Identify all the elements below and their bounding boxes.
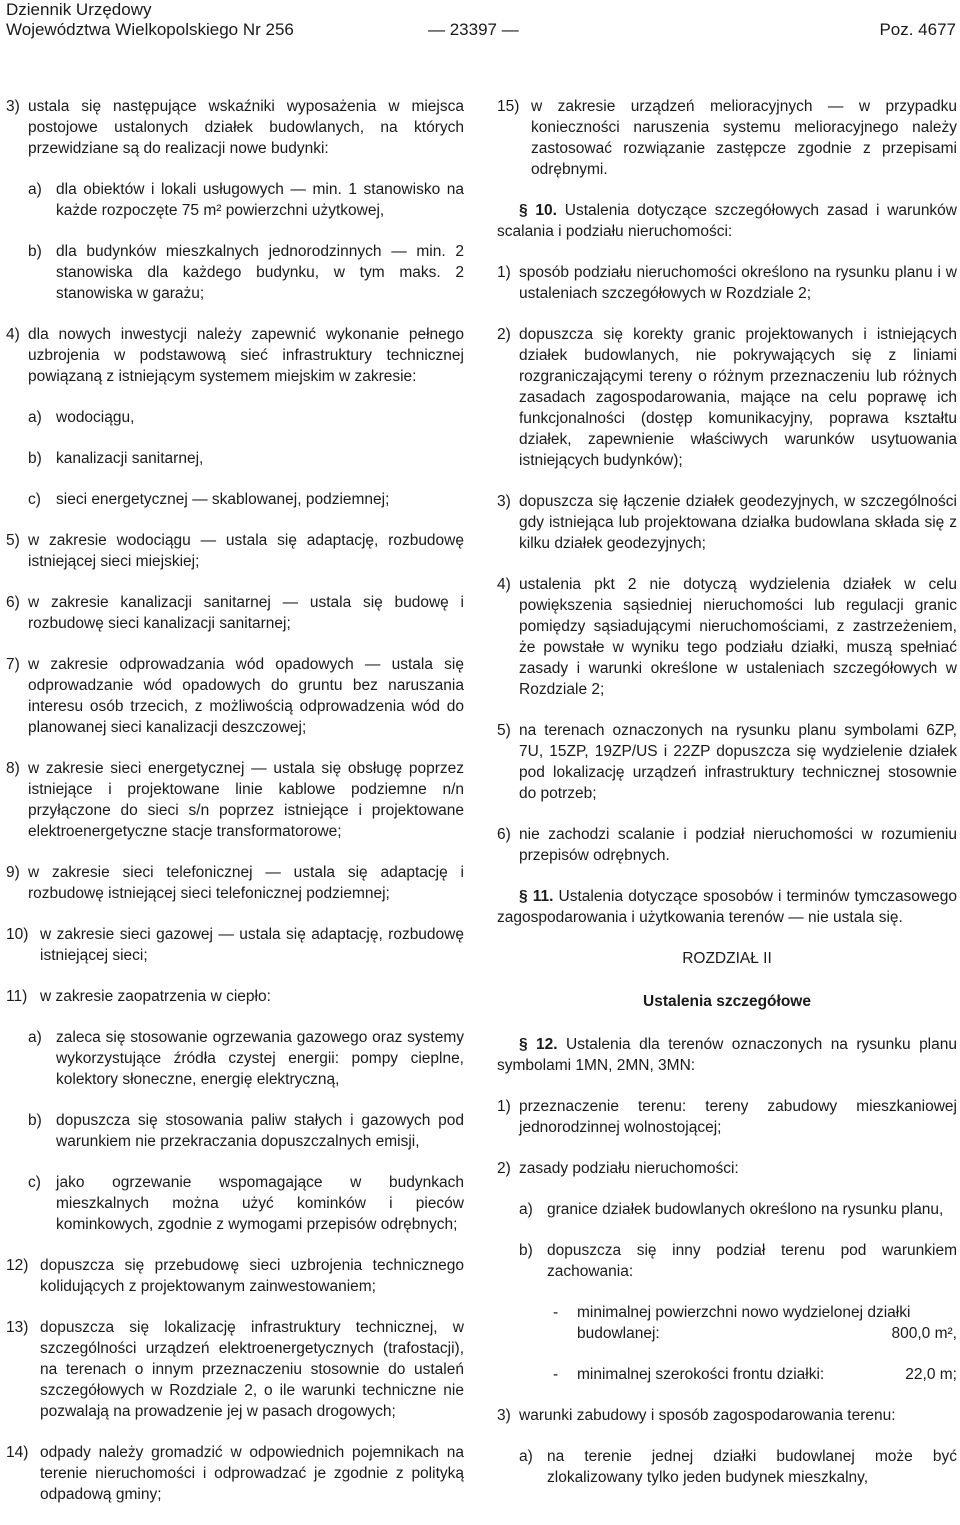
section-10-item-1 bbox=[497, 262, 957, 304]
item-number: 15) bbox=[497, 98, 520, 115]
section-10-item-3 bbox=[497, 491, 957, 554]
item-number: b) bbox=[519, 1242, 533, 1259]
item-number: 14) bbox=[6, 1444, 29, 1461]
list-item-9 bbox=[6, 862, 464, 904]
list-subitem-11b bbox=[6, 1110, 464, 1152]
section-10 bbox=[497, 200, 957, 242]
item-text: dopuszcza się korekty granic projektowanych i istniejących działek budowlanych, nie pokrywających się z liniami rozgraniczającymi tereny o różnym przeznaczeniu lub różnych zasadach zagospodarowania, mające na celu poprawę ich funkcjonalności (dostęp komunikacyjny, poprawa kształtu działek, zapewnienie właściwych warunków usytuowania istniejących budynków); bbox=[519, 326, 957, 469]
item-text: nie zachodzi scalanie i podział nieruchomości w rozumieniu przepisów odrębnych. bbox=[519, 826, 957, 864]
item-text: ustalenia pkt 2 nie dotyczą wydzielenia działek w celu powiększenia sąsiedniej nieruchomości lub regulacji granic pomiędzy sąsiadującymi nieruchomościami, z zastrzeżeniem, że powstałe w wyniku tego podziału działki, muszą spełniać zasady i warunki określone w ustaleniach szczegółowych w Rozdziale 2; bbox=[519, 576, 957, 698]
section-mark: § 10. bbox=[519, 202, 557, 219]
item-number: c) bbox=[28, 1174, 41, 1191]
list-item-10 bbox=[6, 924, 464, 966]
item-text: minimalnej szerokości frontu działki: bbox=[577, 1366, 825, 1383]
dash-bullet: - bbox=[553, 1366, 559, 1383]
item-text: w zakresie sieci telefonicznej — ustala się adaptację i rozbudowę istniejącej sieci telefonicznej podziemnej; bbox=[28, 864, 464, 902]
section-12-subitem-3a bbox=[497, 1446, 957, 1488]
list-item-12 bbox=[6, 1255, 464, 1297]
section-12-item-1 bbox=[497, 1096, 957, 1138]
item-number: 9) bbox=[6, 864, 20, 881]
section-12-item-2 bbox=[497, 1158, 957, 1179]
item-number: 11) bbox=[6, 988, 28, 1005]
list-item-4 bbox=[6, 324, 464, 387]
list-item-5 bbox=[6, 530, 464, 572]
item-number: a) bbox=[28, 409, 42, 426]
chapter-title: Ustalenia szczegółowe bbox=[643, 993, 811, 1010]
item-number: 3) bbox=[497, 1407, 511, 1424]
list-item-11 bbox=[6, 986, 464, 1007]
list-item-14 bbox=[6, 1442, 464, 1505]
position-number: Poz. 4677 bbox=[879, 20, 956, 39]
item-text: dopuszcza się przebudowę sieci uzbrojenia technicznego kolidujących z projektowanym zainwestowaniem; bbox=[40, 1257, 464, 1295]
item-text: dopuszcza się łączenie działek geodezyjnych, w szczególności gdy istniejąca lub projektowana działka budowlana składa się z kilku działek geodezyjnych; bbox=[519, 493, 957, 552]
item-number: 12) bbox=[6, 1257, 29, 1274]
item-number: 3) bbox=[6, 98, 20, 115]
item-number: 1) bbox=[497, 264, 511, 281]
item-number: b) bbox=[28, 243, 42, 260]
item-text: dopuszcza się stosowania paliw stałych i gazowych pod warunkiem nie przekraczania dopuszczalnych emisji, bbox=[56, 1112, 464, 1150]
section-10-item-4 bbox=[497, 574, 957, 700]
journal-name: Dziennik Urzędowy bbox=[6, 0, 152, 19]
item-text: na terenach oznaczonych na rysunku planu symbolami 6ZP, 7U, 15ZP, 19ZP/US i 22ZP dopuszcza się wydzielenie działek pod lokalizację urządzeń infrastruktury technicznej stosownie do potrzeb; bbox=[519, 722, 957, 802]
list-item-7 bbox=[6, 654, 464, 738]
section-text: Ustalenia dla terenów oznaczonych na rysunku planu symbolami 1MN, 2MN, 3MN: bbox=[497, 1036, 957, 1074]
item-number: a) bbox=[28, 181, 42, 198]
section-text: Ustalenia dotyczące szczegółowych zasad i warunków scalania i podziału nieruchomości: bbox=[497, 202, 957, 240]
item-text: na terenie jednej działki budowlanej może być zlokalizowany tylko jeden budynek mieszkalny, bbox=[547, 1448, 957, 1486]
list-subitem-4b bbox=[6, 448, 464, 469]
item-text: w zakresie sieci gazowej — ustala się adaptację, rozbudowę istniejącej sieci; bbox=[40, 926, 464, 964]
journal-issue: Województwa Wielkopolskiego Nr 256 bbox=[6, 20, 294, 39]
chapter-heading: ROZDZIAŁ II bbox=[682, 950, 772, 967]
item-number: 13) bbox=[6, 1319, 29, 1336]
list-subitem-3a bbox=[6, 179, 464, 221]
section-12 bbox=[497, 1034, 957, 1076]
dash-item-min-front bbox=[497, 1364, 957, 1385]
dash-bullet: - bbox=[553, 1304, 559, 1321]
item-number: c) bbox=[28, 491, 41, 508]
section-mark: § 11. bbox=[519, 888, 554, 905]
item-number: 2) bbox=[497, 326, 511, 343]
item-text: w zakresie sieci energetycznej — ustala się obsługę poprzez istniejące i projektowane linie kablowe podziemne n/n przyłączone do sieci s/n poprzez istniejące i projektowane elektroenergetyczne stacje transformatorowe; bbox=[28, 760, 464, 840]
item-text: sieci energetycznej — skablowanej, podziemnej; bbox=[56, 491, 390, 508]
item-value: 22,0 m; bbox=[905, 1366, 957, 1383]
list-subitem-4a bbox=[6, 407, 464, 428]
item-number: 1) bbox=[497, 1098, 511, 1115]
item-text: w zakresie odprowadzania wód opadowych — ustala się odprowadzanie wód opadowych do gruntu bez naruszania interesu osób trzecich, z możliwością odprowadzenia wód do planowanej sieci kanalizacji deszczowej; bbox=[28, 656, 464, 736]
item-text: dopuszcza się lokalizację infrastruktury technicznej, w szczególności urządzeń elektroenergetycznych (trafostacji), na terenach o innym przeznaczeniu stosownie do ustaleń szczegółowych w Rozdziale 2, o ile warunki techniczne nie pozwalają na prowadzenie jej w pasach drogowych; bbox=[40, 1319, 464, 1420]
item-text: granice działek budowlanych określono na rysunku planu, bbox=[547, 1201, 944, 1218]
item-text: w zakresie kanalizacji sanitarnej — ustala się budowę i rozbudowę sieci kanalizacji sanitarnej; bbox=[28, 594, 464, 632]
list-subitem-3b bbox=[6, 241, 464, 304]
section-10-item-5 bbox=[497, 720, 957, 804]
item-text: dla nowych inwestycji należy zapewnić wykonanie pełnego uzbrojenia w podstawową sieć infrastruktury technicznej powiązaną z istniejącym systemem miejskim w zakresie: bbox=[28, 326, 464, 385]
item-number: 5) bbox=[497, 722, 511, 739]
item-text: jako ogrzewanie wspomagające w budynkach mieszkalnych można użyć kominków i pieców kominkowych, zgodnie z wymogami przepisów odrębnych; bbox=[56, 1174, 464, 1233]
item-number: 6) bbox=[497, 826, 511, 843]
item-number: b) bbox=[28, 450, 42, 467]
item-text: zasady podziału nieruchomości: bbox=[519, 1160, 739, 1177]
list-item-8 bbox=[6, 758, 464, 842]
item-text: dopuszcza się inny podział terenu pod warunkiem zachowania: bbox=[547, 1242, 957, 1280]
item-text: zaleca się stosowanie ogrzewania gazowego oraz systemy wykorzystujące źródła czystej energii: pompy cieplne, kolektory słoneczne, energię elektryczną, bbox=[56, 1029, 464, 1088]
list-subitem-4c bbox=[6, 489, 464, 510]
item-number: 4) bbox=[6, 326, 20, 343]
item-text: kanalizacji sanitarnej, bbox=[56, 450, 204, 467]
item-number: 10) bbox=[6, 926, 29, 943]
item-text: ustala się następujące wskaźniki wyposażenia w miejsca postojowe ustalonych działek budowlanych, na których przewidziane są do realizacji nowe budynki: bbox=[28, 98, 464, 157]
section-11 bbox=[497, 886, 957, 928]
item-text: sposób podziału nieruchomości określono na rysunku planu i w ustaleniach szczegółowych w Rozdziale 2; bbox=[519, 264, 957, 302]
item-text: w zakresie urządzeń melioracyjnych — w przypadku konieczności naruszenia systemu melioracyjnego należy zastosować rozwiązanie zastępcze zgodnie z przepisami odrębnymi. bbox=[531, 98, 957, 178]
item-text: wodociągu, bbox=[56, 409, 135, 426]
item-number: 8) bbox=[6, 760, 20, 777]
left-column bbox=[6, 96, 464, 1525]
section-10-item-6 bbox=[497, 824, 957, 866]
dash-item-min-area bbox=[497, 1302, 957, 1344]
item-text: w zakresie zaopatrzenia w ciepło: bbox=[40, 988, 271, 1005]
list-item-6 bbox=[6, 592, 464, 634]
item-number: a) bbox=[519, 1201, 533, 1218]
section-12-item-3 bbox=[497, 1405, 957, 1426]
item-value: 800,0 m², bbox=[891, 1325, 957, 1342]
item-text: dla budynków mieszkalnych jednorodzinnych — min. 2 stanowiska dla każdego budynku, w tym maks. 2 stanowiska w garażu; bbox=[56, 243, 464, 302]
section-12-subitem-2a bbox=[497, 1199, 957, 1220]
item-number: 5) bbox=[6, 532, 20, 549]
section-text: Ustalenia dotyczące sposobów i terminów tymczasowego zagospodarowania i użytkowania terenów — nie ustala się. bbox=[497, 888, 957, 926]
item-number: a) bbox=[519, 1448, 533, 1465]
section-10-item-2 bbox=[497, 324, 957, 471]
list-item-15 bbox=[497, 96, 957, 180]
item-text: w zakresie wodociągu — ustala się adaptację, rozbudowę istniejącej sieci miejskiej; bbox=[28, 532, 464, 570]
journal-title bbox=[6, 0, 294, 40]
page-header bbox=[6, 0, 956, 42]
item-number: 4) bbox=[497, 576, 511, 593]
item-text: odpady należy gromadzić w odpowiednich pojemnikach na terenie nieruchomości i odprowadzać je zgodnie z polityką odpadową gminy; bbox=[40, 1444, 464, 1503]
item-text: warunki zabudowy i sposób zagospodarowania terenu: bbox=[519, 1407, 896, 1424]
item-number: 2) bbox=[497, 1160, 511, 1177]
item-text: dla obiektów i lokali usługowych — min. 1 stanowisko na każde rozpoczęte 75 m² powierzchni użytkowej, bbox=[56, 181, 464, 219]
list-item-13 bbox=[6, 1317, 464, 1422]
item-text: przeznaczenie terenu: tereny zabudowy mieszkaniowej jednorodzinnej wolnostojącej; bbox=[519, 1098, 957, 1136]
item-number: a) bbox=[28, 1029, 42, 1046]
item-number: 6) bbox=[6, 594, 20, 611]
item-text: minimalnej powierzchni nowo wydzielonej działki budowlanej: bbox=[577, 1304, 911, 1342]
right-column bbox=[497, 96, 957, 1508]
list-subitem-11a bbox=[6, 1027, 464, 1090]
page-number: — 23397 — bbox=[428, 20, 519, 39]
item-number: 7) bbox=[6, 656, 20, 673]
list-item-3 bbox=[6, 96, 464, 159]
section-mark: § 12. bbox=[519, 1036, 558, 1053]
section-12-subitem-2b bbox=[497, 1240, 957, 1282]
list-subitem-11c bbox=[6, 1172, 464, 1235]
item-number: 3) bbox=[497, 493, 511, 510]
item-number: b) bbox=[28, 1112, 42, 1129]
